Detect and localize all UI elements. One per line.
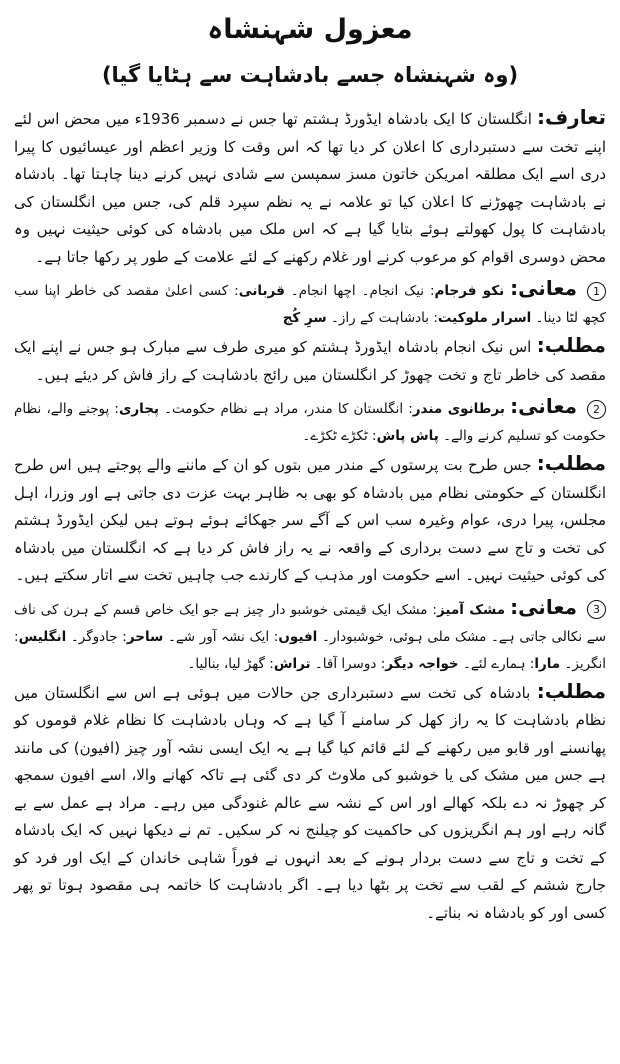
meaning-term: پاش پاش bbox=[376, 428, 439, 444]
explanation-label: مطلب: bbox=[536, 451, 606, 475]
section-1-explanation bbox=[14, 332, 606, 389]
section-3-number: 3 bbox=[587, 600, 606, 619]
page-subtitle: (وہ شہنشاہ جسے بادشاہت سے ہٹایا گیا) bbox=[101, 63, 519, 87]
explanation-text: جس طرح بت پرستوں کے مندر میں بتوں کو ان کے ماننے والے پوجتے ہیں اس طرح انگلستان کے حکومتی نظام میں بادشاہ کو بھی بہ ظاہر بہت عزت دی جاتی ہے اور وزرا، اہل مجلس، پیرا دری، عوام وغیرہ سب اس کے آگے سر جھکائے ہوئے ہوتے ہیں لیکن ایڈورڈ ہشتم کی تخت و تاج سے دست برداری کے واقعہ نے یہ راز فاش کر دیا ہے کہ انگلستان میں بادشاہ کی کوئی حیثیت نہیں۔ اسے حکومت اور مذہب کے کارندے جب چاہیں تخت سے اتار سکتے ہیں۔ bbox=[14, 456, 606, 584]
intro-label: تعارف: bbox=[536, 105, 607, 129]
meaning-text: : پوجنے والے، نظام حکومت کو تسلیم کرنے والے۔ bbox=[14, 401, 606, 444]
intro-paragraph bbox=[14, 104, 606, 271]
explanation-text: اس نیک انجام بادشاہ ایڈورڈ ہشتم کو میری طرف سے مبارک ہو جس نے اپنے ایک مقصد کی خاطر تاج و تخت چھوڑ کر انگلستان میں رائج بادشاہت کے راز فاش کر دیئے ہیں۔ bbox=[14, 338, 606, 384]
meaning-term: قربانی bbox=[238, 283, 285, 299]
meaning-text: : ہمارے لئے۔ bbox=[458, 655, 535, 672]
meaning-term: پجاری bbox=[118, 401, 159, 417]
meaning-text: : انگریز۔ bbox=[14, 628, 606, 672]
meaning-text: : نیک انجام۔ اچھا انجام۔ bbox=[284, 283, 435, 299]
meaning-text: : بادشاہت کے راز۔ bbox=[326, 310, 438, 326]
meaning-text: : دوسرا آقا۔ bbox=[310, 655, 386, 672]
section-2-meanings bbox=[14, 393, 606, 450]
meaning-term: مشک آمیز bbox=[436, 601, 506, 618]
section-2-number: 2 bbox=[587, 400, 606, 419]
meaning-text: : مشک ایک قیمتی خوشبو دار چیز ہے جو ایک خاص قسم کے ہرن کی ناف سے نکالی جاتی ہے۔ مشک ملی ہوئی، خوشبودار۔ bbox=[14, 601, 607, 645]
meaning-term: برطانوی مندر bbox=[412, 401, 505, 417]
meaning-label: معانی: bbox=[510, 394, 578, 418]
meaning-term: سرِ کُج bbox=[282, 310, 327, 326]
meaning-text: : جادوگر۔ bbox=[66, 628, 127, 645]
meaning-term: نکو فرجام bbox=[434, 283, 505, 299]
section-3-explanation bbox=[14, 678, 606, 928]
section-1-meanings bbox=[14, 275, 606, 332]
section-3-meanings bbox=[14, 594, 606, 678]
meaning-term: اسرار ملوکیت bbox=[437, 310, 532, 326]
meaning-label: معانی: bbox=[510, 276, 578, 300]
explanation-label: مطلب: bbox=[536, 333, 606, 357]
meaning-text: : ایک نشہ آور شے۔ bbox=[163, 628, 279, 645]
meaning-term: مارا bbox=[534, 655, 561, 672]
meaning-term: افیوں bbox=[278, 628, 318, 645]
meaning-term: ساحر bbox=[126, 628, 164, 645]
meaning-text: : گھڑ لیا، بنالیا۔ bbox=[187, 655, 274, 672]
page-title: معزول شہنشاہ bbox=[207, 14, 413, 45]
meaning-text: : انگلستان کا مندر، مراد ہے نظام حکومت۔ bbox=[159, 401, 413, 417]
meaning-text: : کسی اعلیٰ مقصد کی خاطر اپنا سب کچھ لٹا دینا۔ bbox=[14, 283, 606, 326]
meaning-term: تراش bbox=[273, 655, 311, 672]
meaning-label: معانی: bbox=[510, 594, 578, 619]
explanation-label: مطلب: bbox=[536, 678, 606, 703]
intro-text: انگلستان کا ایک بادشاہ ایڈورڈ ہشتم تھا جس نے دسمبر 1936ء میں محض اس لئے اپنے تخت سے دستبرداری کا اعلان کر دیا تھا کہ اس وقت کا وزیر اعظم اور عیسائیوں کا پیرا دری اسے ایک مطلقہ امریکن خاتون مسز سمپسن سے شادی نہیں کرنے دینا چاہتا تھا۔ بادشاہ نے بادشاہت چھوڑنے کا اعلان کیا تو علامہ نے یہ نظم سپرد قلم کی، جس میں انگلستان کی بادشاہت کا پول کھولتے ہوئے بتایا گیا ہے کہ اس ملک میں بادشاہ کی کوئی حیثیت نہیں وہ محض دوسری اقوام کو مرعوب کرنے اور غلام رکھنے کے لئے علامت کے طور پر رکھا جاتا ہے۔ bbox=[14, 110, 606, 266]
section-1-number: 1 bbox=[587, 282, 606, 301]
section-2-explanation bbox=[14, 450, 606, 590]
meaning-text: : ٹکڑے ٹکڑے۔ bbox=[302, 428, 377, 444]
meaning-term: خواجہ دیگر bbox=[385, 655, 459, 672]
explanation-text: بادشاہ کی تخت سے دستبرداری جن حالات میں ہوئی ہے اس سے انگلستان میں نظام بادشاہت کا یہ راز کھل کر سامنے آ گیا ہے کہ وہاں بادشاہت کا نظام غلام قوموں کو پھانسنے اور قابو میں رکھنے کے لئے قائم کیا گیا ہے یہ ایک ایسی نشہ آور چیز (افیون) کی مانند ہے جس میں مشک کی یا خوشبو کی ملاوٹ کر دی گئی ہے تاکہ کھانے والا، اسے افیون سمجھ کر چھوڑ نہ دے بلکہ کھالے اور اس کے نشہ سے عالم غنودگی میں رہے۔ مراد ہے عمل سے بے گانہ رہے اور ہم انگریزوں کی حاکمیت کو چیلنج نہ کر سکیں۔ تم نے دیکھا نہیں کہ ایک بادشاہ کے تخت و تاج سے دست بردار ہونے کے بعد انہوں نے فوراً شاہی خاندان کے ایک اور فرد کو جارج ششم کے لقب سے تخت پر بٹھا دیا ہے۔ اگر بادشاہت کا خاتمہ ہی مقصود ہوتا تو پھر کسی اور کو بادشاہ نہ بناتے۔ bbox=[14, 683, 606, 922]
meaning-term: انگلیس bbox=[18, 628, 67, 645]
